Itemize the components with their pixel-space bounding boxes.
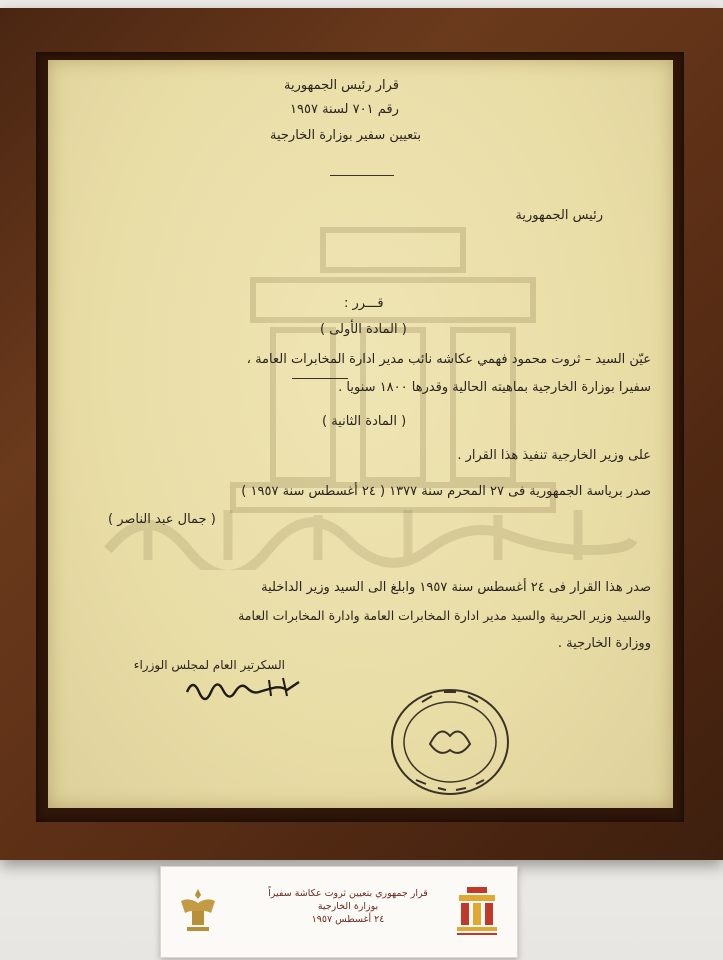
header-line-2: رقم ٧٠١ لسنة ١٩٥٧ xyxy=(290,102,399,117)
notice-line-3: ووزارة الخارجية . xyxy=(557,636,651,651)
header-line-3: بتعيين سفير بوزارة الخارجية xyxy=(270,128,421,143)
eagle-emblem-icon xyxy=(177,883,219,939)
amount-overline xyxy=(292,378,348,379)
plaque-line-3: ٢٤ أغسطس ١٩٥٧ xyxy=(311,914,385,925)
secretary-title: السكرتير العام لمجلس الوزراء xyxy=(133,658,285,672)
handwritten-signature-icon xyxy=(183,672,303,702)
header-rule xyxy=(330,175,394,176)
notice-line-1: صدر هذا القرار فى ٢٤ أغسطس سنة ١٩٥٧ وابلغ الى السيد وزير الداخلية xyxy=(261,580,651,595)
article-1-title: ( المادة الأولى ) xyxy=(320,322,407,337)
plaque-text xyxy=(251,887,445,926)
plaque-line-2: بوزارة الخارجية xyxy=(317,901,379,912)
official-seal-icon xyxy=(386,684,514,800)
decided-line: قـــرر : xyxy=(344,296,384,311)
document-paper xyxy=(48,60,673,808)
article-1-line-1: عيّن السيد – ثروت محمود فهمي عكاشه نائب مدير ادارة المخابرات العامة ، xyxy=(246,352,651,367)
building-logo-icon xyxy=(455,885,499,939)
decree-text xyxy=(48,60,673,808)
signatory-name: ( جمال عبد الناصر ) xyxy=(108,512,216,527)
president-line: رئيس الجمهورية xyxy=(515,208,603,223)
issued-line: صدر برياسة الجمهورية فى ٢٧ المحرم سنة ١٣٧٧ ( ٢٤ أغسطس سنة ١٩٥٧ ) xyxy=(241,484,651,499)
article-1-line-2: سفيرا بوزارة الخارجية بماهيته الحالية وقدرها ١٨٠٠ سنويا . xyxy=(338,380,651,395)
article-2-title: ( المادة الثانية ) xyxy=(322,414,407,429)
museum-label-plaque xyxy=(160,866,518,958)
plaque-line-1: قرار جمهوري بتعيين ثروت عكاشة سفيراً xyxy=(268,888,428,899)
notice-line-2: والسيد وزير الحربية والسيد مدير ادارة المخابرات العامة وادارة المخابرات العامة xyxy=(238,608,651,623)
header-line-1: قرار رئيس الجمهورية xyxy=(284,78,399,93)
article-2-line: على وزير الخارجية تنفيذ هذا القرار . xyxy=(457,448,651,463)
